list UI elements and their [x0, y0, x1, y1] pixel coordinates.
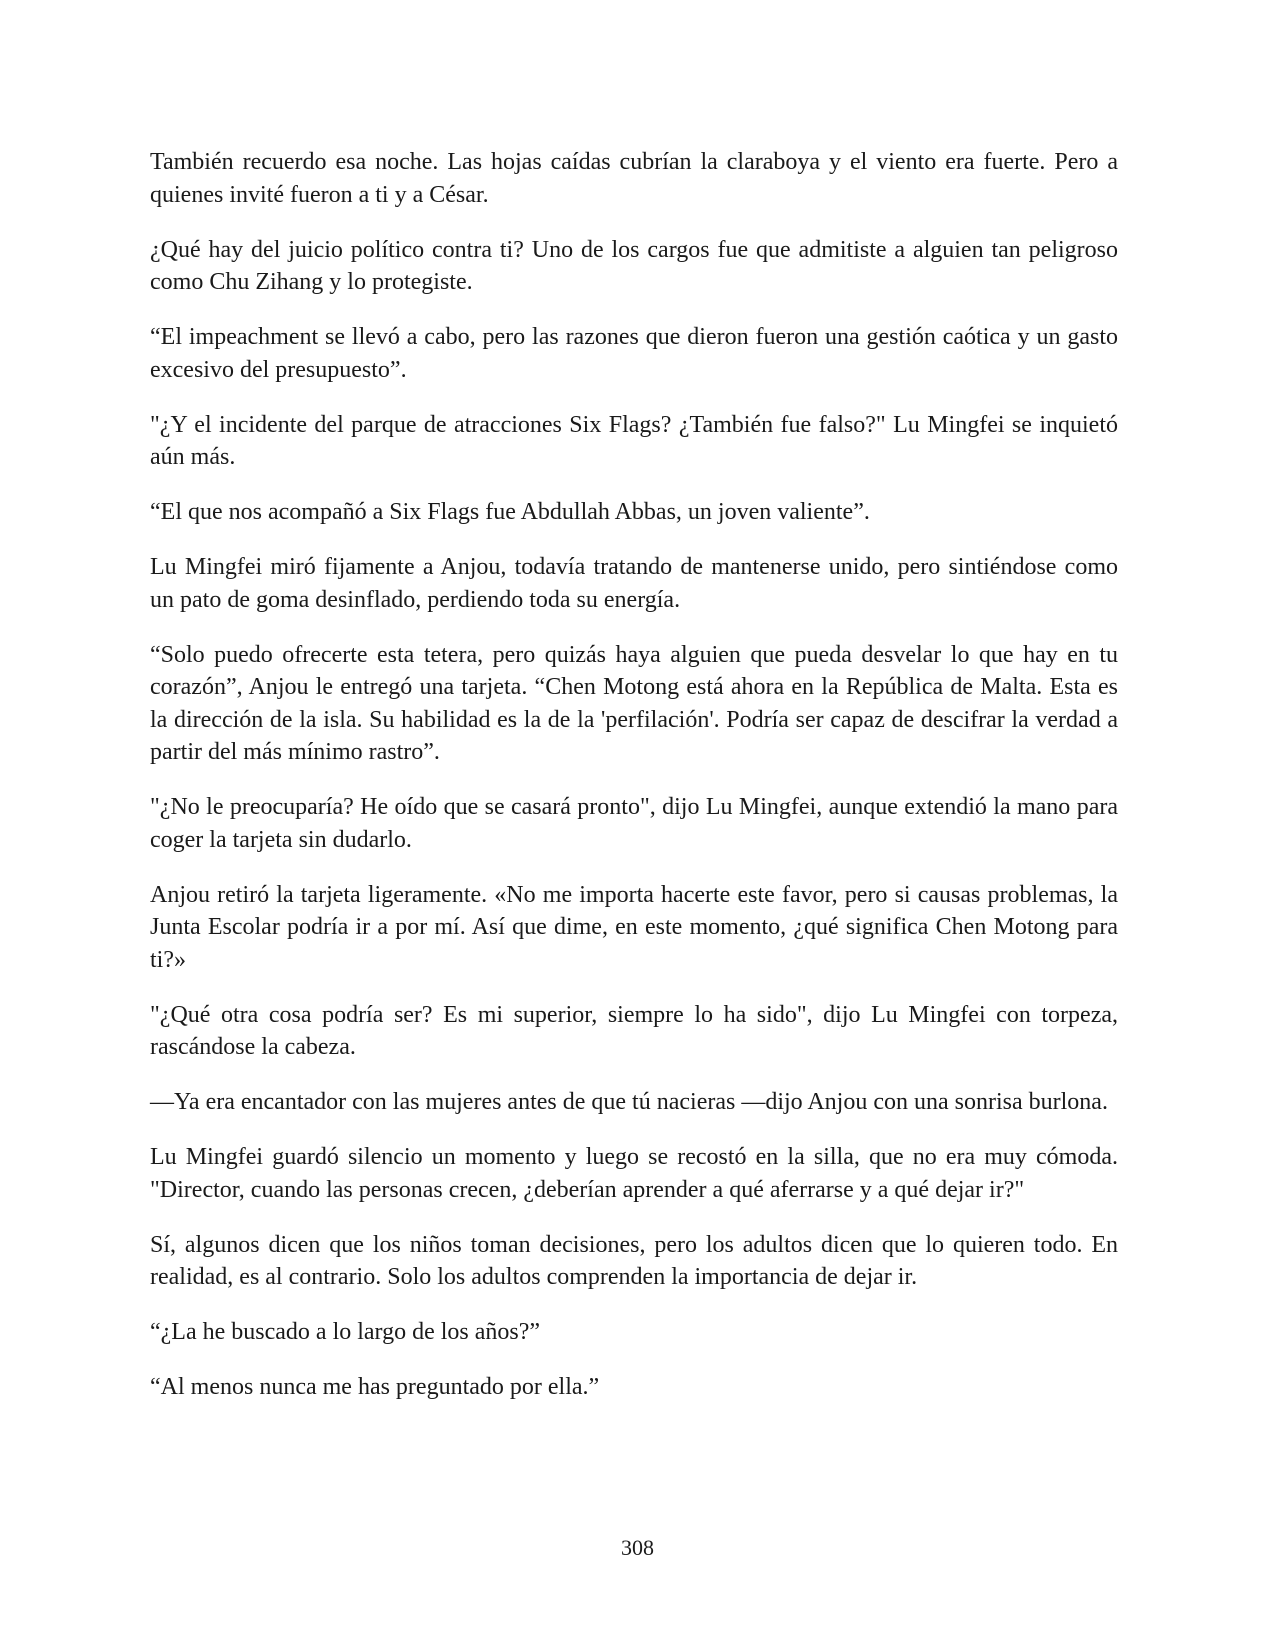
paragraph: Lu Mingfei guardó silencio un momento y luego se recostó en la silla, que no era muy cómoda. "Director, cuando las personas crecen, ¿deberían aprender a qué aferrarse y a qué dejar ir?" — [150, 1144, 1118, 1203]
paragraph: “¿La he buscado a lo largo de los años?” — [150, 1319, 541, 1345]
paragraph: Lu Mingfei miró fijamente a Anjou, todavía tratando de mantenerse unido, pero sintiéndose como un pato de goma desinflado, perdiendo toda su energía. — [150, 554, 1118, 613]
paragraph: También recuerdo esa noche. Las hojas caídas cubrían la claraboya y el viento era fuerte. Pero a quienes invité fueron a ti y a César. — [150, 149, 1118, 208]
paragraph: “Al menos nunca me has preguntado por ella.” — [150, 1374, 600, 1400]
paragraph: “El que nos acompañó a Six Flags fue Abdullah Abbas, un joven valiente”. — [150, 499, 870, 525]
paragraph: “El impeachment se llevó a cabo, pero las razones que dieron fueron una gestión caótica y un gasto excesivo del presupuesto”. — [150, 324, 1118, 383]
page-number: 308 — [621, 1535, 654, 1560]
paragraph: —Ya era encantador con las mujeres antes de que tú nacieras —dijo Anjou con una sonrisa burlona. — [150, 1089, 1108, 1115]
body-text — [150, 146, 1118, 1426]
paragraph: ¿Qué hay del juicio político contra ti? Uno de los cargos fue que admitiste a alguien tan peligroso como Chu Zihang y lo protegiste. — [150, 236, 1118, 295]
paragraph: "¿Qué otra cosa podría ser? Es mi superior, siempre lo ha sido", dijo Lu Mingfei con torpeza, rascándose la cabeza. — [150, 1001, 1118, 1060]
paragraph: “Solo puedo ofrecerte esta tetera, pero quizás haya alguien que pueda desvelar lo que hay en tu corazón”, Anjou le entregó una tarjeta. “Chen Motong está ahora en la República de Malta. Esta es la dirección de la isla. Su habilidad es la de la 'perfilación'. Podría ser capaz de descifrar la verdad a partir del más mínimo rastro”. — [150, 641, 1118, 765]
paragraph: Anjou retiró la tarjeta ligeramente. «No me importa hacerte este favor, pero si causas problemas, la Junta Escolar podría ir a por mí. Así que dime, en este momento, ¿qué significa Chen Motong para ti?» — [150, 881, 1118, 973]
paragraph: Sí, algunos dicen que los niños toman decisiones, pero los adultos dicen que lo quieren todo. En realidad, es al contrario. Solo los adultos comprenden la importancia de dejar ir. — [150, 1231, 1118, 1290]
paragraph: "¿Y el incidente del parque de atracciones Six Flags? ¿También fue falso?" Lu Mingfei se inquietó aún más. — [150, 411, 1118, 470]
paragraph: "¿No le preocuparía? He oído que se casará pronto", dijo Lu Mingfei, aunque extendió la mano para coger la tarjeta sin dudarlo. — [150, 794, 1118, 853]
